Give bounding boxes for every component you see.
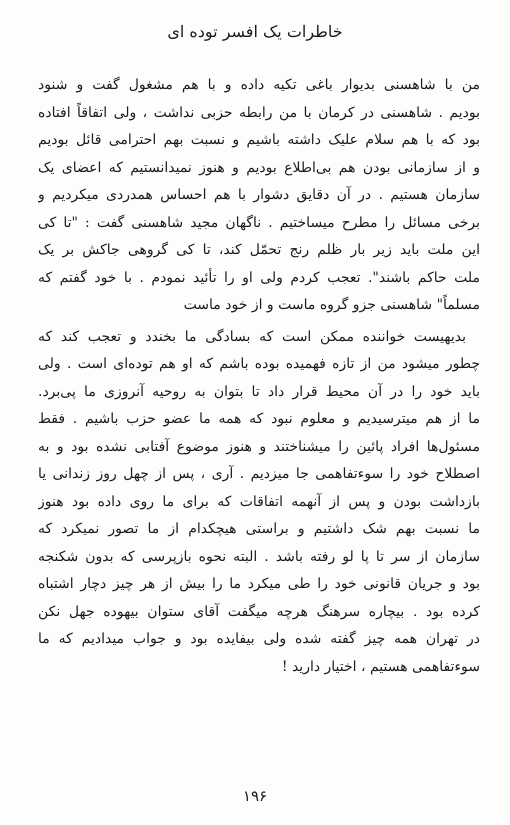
text-line: در تهران همه چیز گفته شده ولی بیفایده بود و جواب میدادیم که ما xyxy=(38,631,480,647)
paragraph-1 xyxy=(38,72,480,320)
text-line: اصطلاح خود را سوءتفاهمی جا میزدیم . آری ، پس از چهل روز زندانی یا xyxy=(38,466,480,482)
text-line: برخی مسائل را مطرح میساختیم . ناگهان مجید شاهسنی گفت : "تا کی xyxy=(38,214,480,231)
text-line: مسئول‌ها افراد پائین را میشناختند و هنوز موضوع آفتابی نشده بود و به xyxy=(38,438,480,455)
page-number: ۱۹۶ xyxy=(242,787,268,805)
text-line: بود و جریان قانونی خود را طی میکرد ما را بیش از هر چیز دچار اشتباه xyxy=(38,576,480,592)
text-line: بودیم . شاهسنی در کرمان با من رابطه حزبی نداشت ، ولی اتفاقاً افتاده xyxy=(38,104,480,121)
text-line: کرده بود . بیچاره سرهنگ هرچه میگفت آقای ستوان بیهوده جهل نکن xyxy=(38,603,480,620)
text-line: سازمان از سر تا پا لو رفته باشد . البته نحوه بازپرسی که بدون شکنجه xyxy=(38,548,480,565)
text-line: و از سازمانی بودن هم بی‌اطلاع بودیم و هنوز نمیدانستیم که اعضای یک xyxy=(38,159,480,176)
text-line: بود که با هم سلام علیک داشته باشیم و نسبت بهم احترامی قائل بودیم xyxy=(38,132,480,148)
text-line: این ملت باید زیر بار ظلم رنج تحمّل کند، تا کی گروهی جاکش بر یک xyxy=(38,242,480,258)
text-line: ما نسبت بهم شک داشتیم و براستی هیچکدام از ما تصور نمیکرد که xyxy=(38,521,480,537)
body-text xyxy=(38,72,480,681)
running-header-title: خاطرات یک افسر توده ای xyxy=(167,22,343,41)
text-line: ملت حاکم باشند". تعجب کردم ولی او را تأئید نمودم . با خود گفتم که xyxy=(38,269,480,286)
text-line: سازمان هستیم . در آن دقایق دشوار با هم احساس همدردی میکردیم و xyxy=(38,187,480,203)
text-line: سوءتفاهمی هستیم ، اختیار دارید ! xyxy=(281,658,480,675)
paragraph-2 xyxy=(38,324,480,682)
text-line: چطور میشود من از تازه فهمیده بوده باشم که او هم توده‌ای است . ولی xyxy=(38,356,480,372)
text-line: باید خود را در آن محیط قرار داد تا بتوان به روحیه آنروزی ما پی‌برد. xyxy=(38,383,480,400)
text-line: بازداشت بودن و پس از آنهمه اتفاقات که برای ما روی داده بود هنوز xyxy=(38,493,480,510)
text-line: بدیهیست خواننده ممکن است که بسادگی ما بخندد و تعجب کند که xyxy=(38,328,466,345)
text-line: من با شاهسنی بدیوار باغی تکیه داده و با هم مشغول گفت و شنود xyxy=(38,77,480,93)
text-line: مسلماً" شاهسنی جزو گروه ماست و از خود ماست xyxy=(183,297,480,313)
text-line: ما از هم میترسیدیم و معلوم نبود که همه ما عضو حزب باشیم . فقط xyxy=(38,411,480,427)
